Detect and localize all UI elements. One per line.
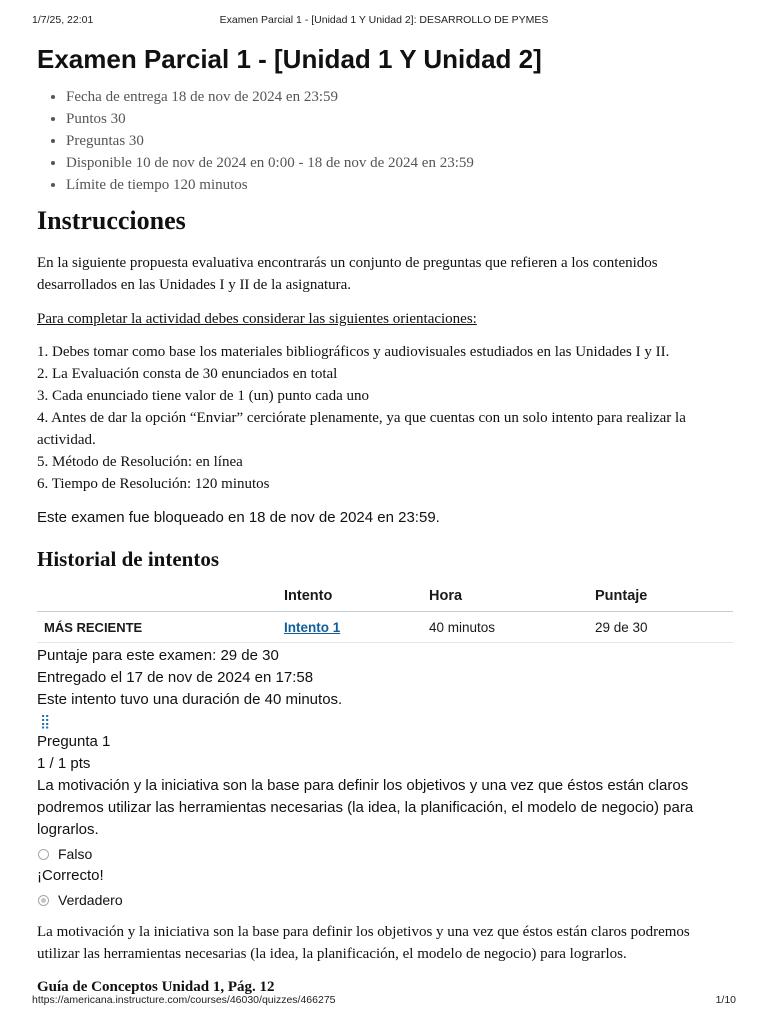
print-header [32, 14, 736, 28]
quiz-title: Examen Parcial 1 - [Unidad 1 Y Unidad 2] [37, 44, 542, 74]
print-url: https://americana.instructure.com/courses/46030/quizzes/466275 [32, 994, 336, 1006]
answer-option-verdadero[interactable] [37, 889, 733, 911]
answer-label: Falso [58, 846, 93, 862]
summary-submitted: Entregado el 17 de nov de 2024 en 17:58 [37, 669, 314, 686]
instruction-item: 3. Cada enunciado tiene valor de 1 (un) punto cada uno [37, 388, 369, 404]
drag-handle[interactable] [40, 711, 733, 731]
summary-duration: Este intento tuvo una duración de 40 minutos. [37, 691, 343, 708]
answer-option-falso[interactable] [37, 843, 733, 865]
attempt-link-cell [284, 612, 429, 643]
attempt-score: 29 de 30 [595, 612, 733, 643]
answer-reference: Guía de Conceptos Unidad 1, Pág. 12 [37, 979, 275, 995]
attempts-header-empty [37, 581, 284, 612]
detail-questions: • Preguntas 30 [66, 130, 733, 152]
instructions-list [37, 341, 733, 495]
instruction-item: 1. Debes tomar como base los materiales bibliográficos y audiovisuales estudiados en las Unidades I y II. [37, 344, 670, 360]
locked-notice: Este examen fue bloqueado en 18 de nov de 2024 en 23:59. [37, 509, 440, 526]
instruction-item: 5. Método de Resolución: en línea [37, 454, 243, 470]
instructions-intro: En la siguiente propuesta evaluativa encontrarás un conjunto de preguntas que refieren a los contenidos desarrollados en las Unidades I y II de la asignatura. [37, 255, 658, 293]
question-1 [37, 731, 733, 998]
table-row [37, 612, 733, 643]
question-points: 1 / 1 pts [37, 755, 91, 772]
detail-available: • Disponible 10 de nov de 2024 en 0:00 - 18 de nov de 2024 en 23:59 [66, 152, 733, 174]
detail-points: • Puntos 30 [66, 108, 733, 130]
instruction-item: 6. Tiempo de Resolución: 120 minutos [37, 476, 270, 492]
summary-score: Puntaje para este examen: 29 de 30 [37, 647, 279, 664]
print-footer [32, 994, 736, 1008]
attempt-1-link[interactable]: Intento 1 [284, 619, 341, 635]
detail-due-date: • Fecha de entrega 18 de nov de 2024 en 23:59 [66, 86, 733, 108]
correct-answer-label: ¡Correcto! [37, 867, 104, 884]
instruction-item: 2. La Evaluación consta de 30 enunciados en total [37, 366, 338, 382]
attempts-header-score: Puntaje [595, 581, 733, 612]
attempts-header-row [37, 581, 733, 612]
attempts-header-attempt: Intento [284, 581, 429, 612]
answer-label: Verdadero [58, 892, 123, 908]
print-document-title: Examen Parcial 1 - [Unidad 1 Y Unidad 2]: DESARROLLO DE PYMES [219, 14, 549, 26]
radio-checked-icon[interactable] [38, 895, 49, 906]
attempts-table [37, 581, 733, 643]
drag-handle-icon: ⣿ [40, 713, 51, 729]
radio-unchecked-icon[interactable] [38, 849, 49, 860]
instructions-heading: Instrucciones [37, 206, 186, 235]
history-heading: Historial de intentos [37, 547, 219, 571]
question-title: Pregunta 1 [37, 733, 111, 750]
orientations-title: Para completar la actividad debes considerar las siguientes orientaciones: [37, 311, 477, 327]
detail-time-limit: • Límite de tiempo 120 minutos [66, 174, 733, 196]
quiz-details-list [37, 86, 733, 196]
print-page-number: 1/10 [715, 994, 736, 1006]
quiz-content [37, 42, 733, 998]
attempt-row-label: MÁS RECIENTE [37, 612, 284, 643]
attempt-summary [37, 645, 733, 711]
attempt-time: 40 minutos [429, 612, 595, 643]
print-date: 1/7/25, 22:01 [32, 14, 94, 26]
attempts-header-time: Hora [429, 581, 595, 612]
instruction-item: 4. Antes de dar la opción “Enviar” cerciórate plenamente, ya que cuentas con un solo intento para realizar la actividad. [37, 410, 686, 448]
answer-feedback: La motivación y la iniciativa son la base para definir los objetivos y una vez que éstos están claros podremos utilizar las herramientas necesarias (la idea, la planificación, el modelo de negocio) para lograrlos. [37, 924, 690, 962]
question-text: La motivación y la iniciativa son la base para definir los objetivos y una vez que éstos están claros podremos utilizar las herramientas necesarias (la idea, la planificación, el modelo de negocio) para lograrlos. [37, 777, 694, 838]
